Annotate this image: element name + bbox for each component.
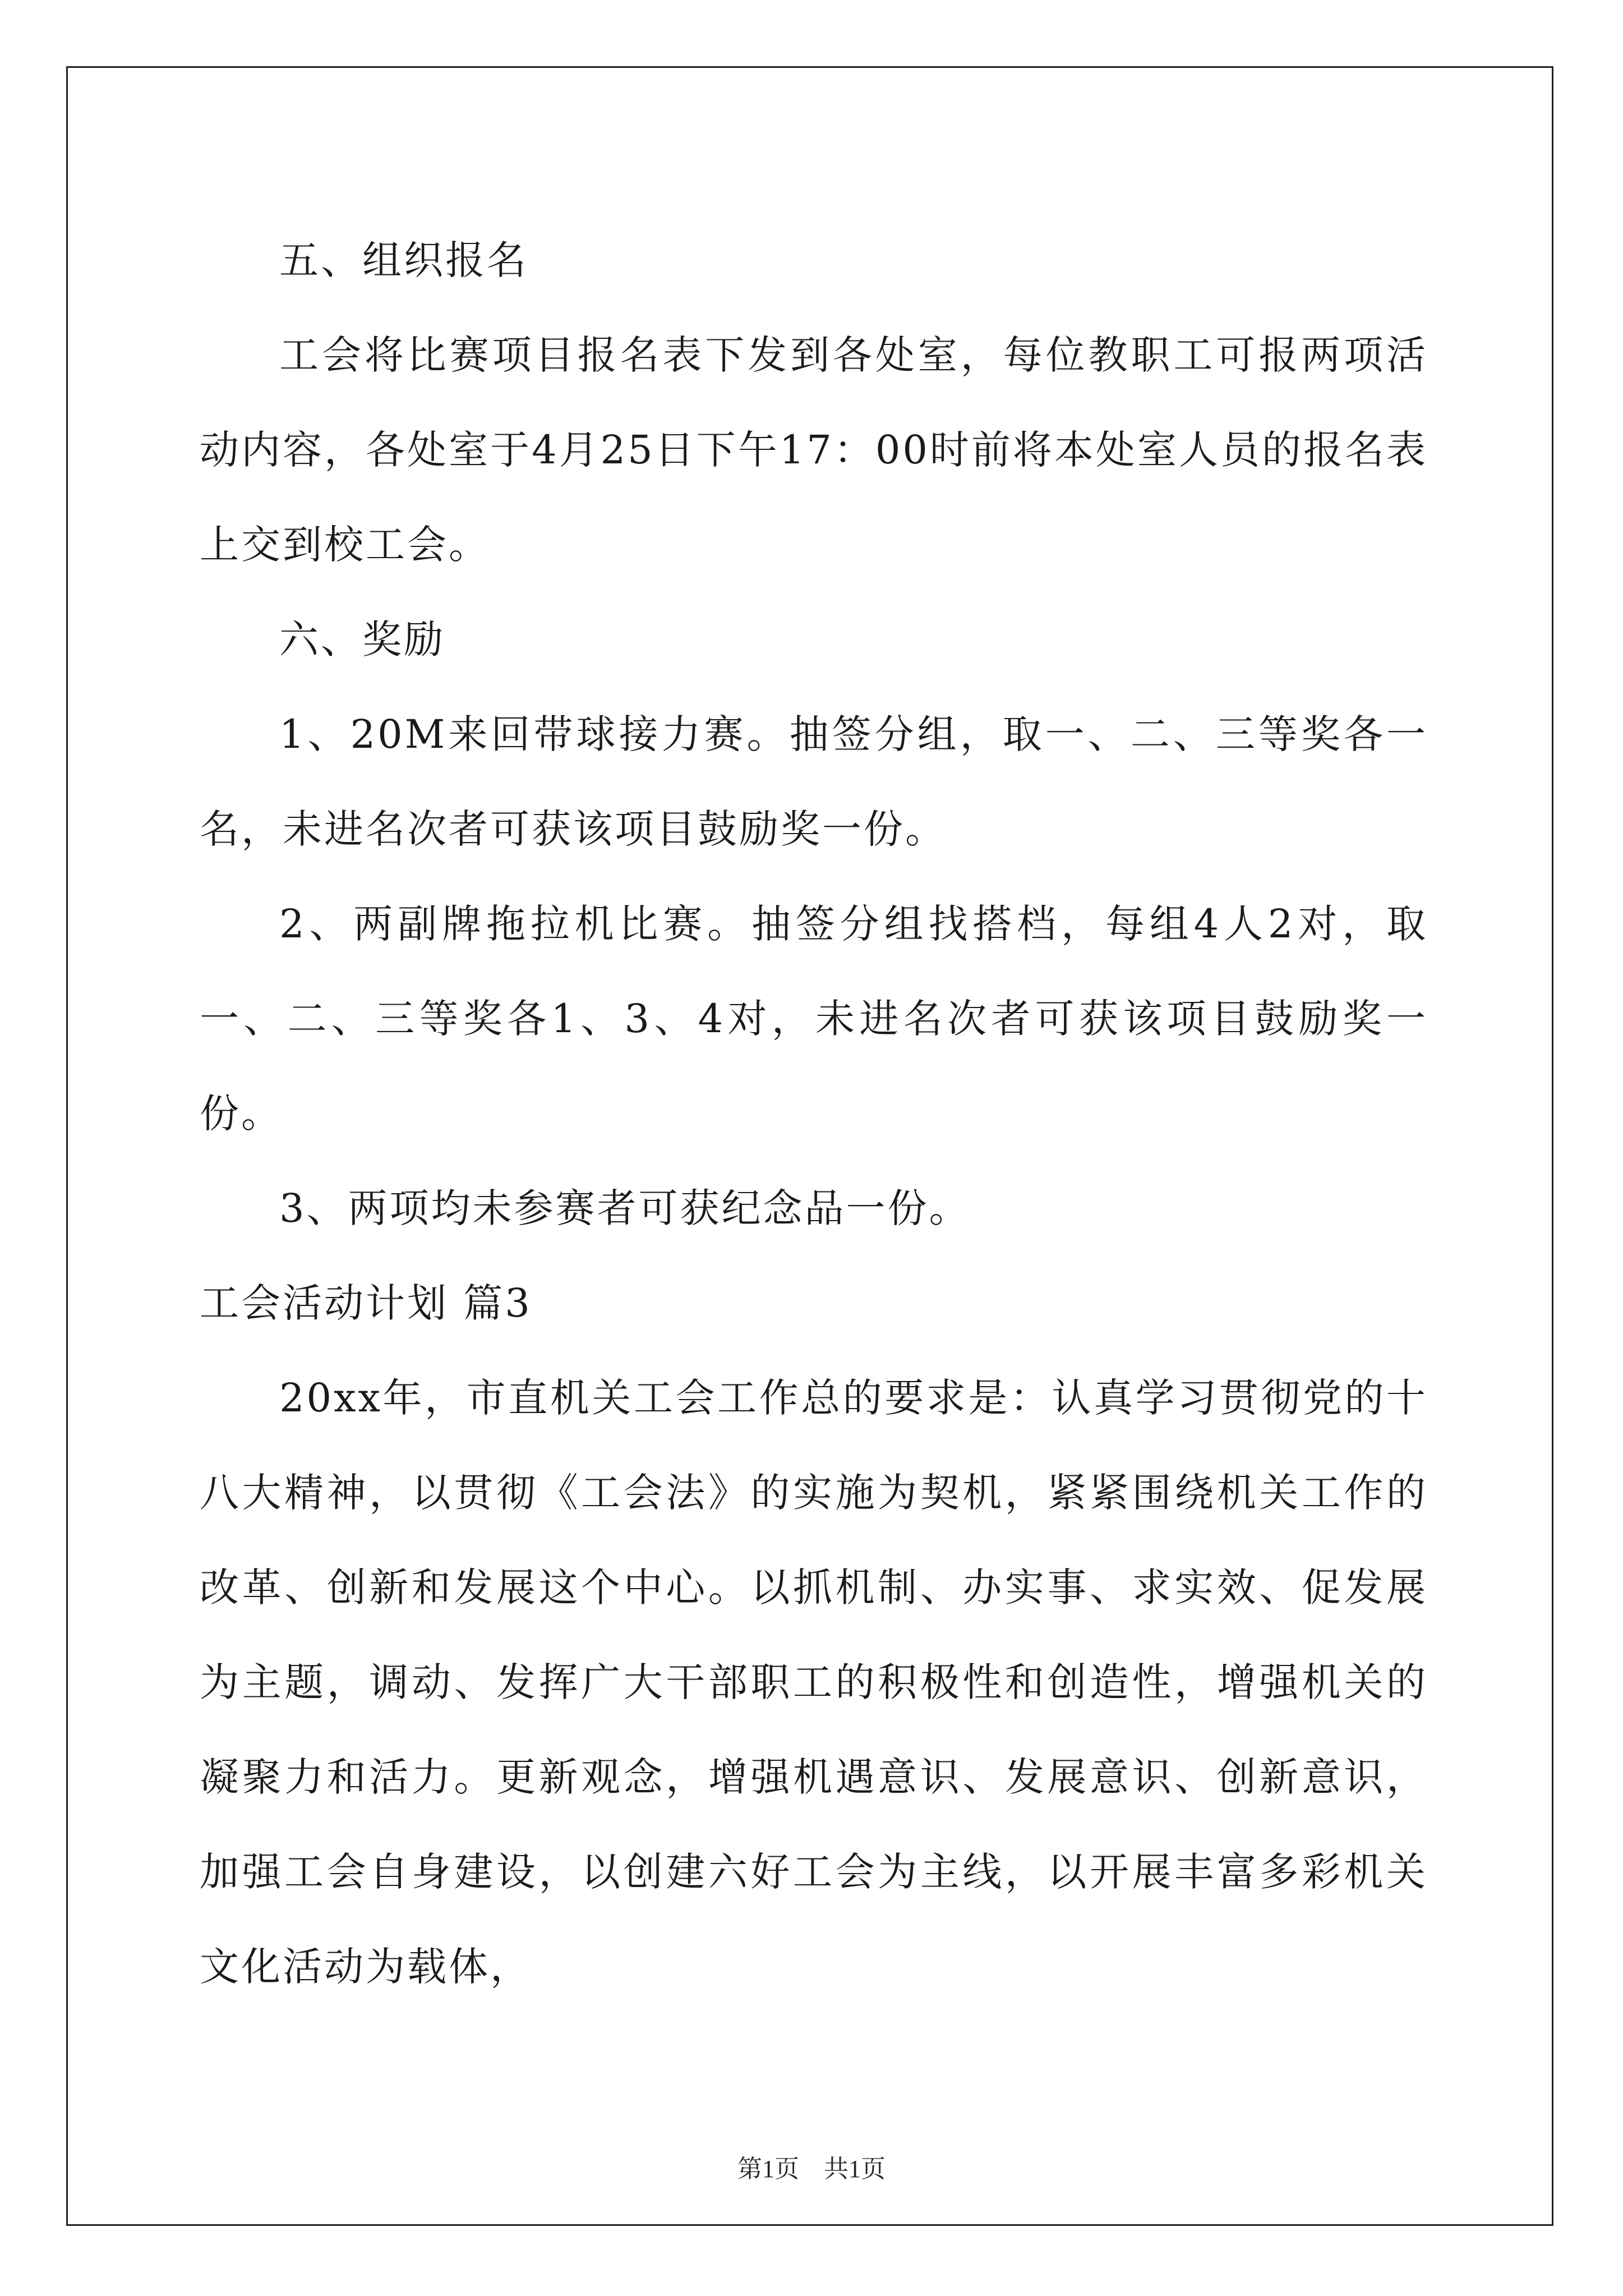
section-heading-rewards: 六、奖励 [279,616,445,662]
page-number-footer: 第1页 共1页 [737,2155,886,2183]
plan-title: 工会活动计划 篇3 [200,1280,532,1326]
plan-intro-paragraph: 20xx年，市直机关工会工作总的要求是：认真学习贯彻党的十八大精神，以贯彻《工会法》的实施为契机，紧紧围绕机关工作的改革、创新和发展这个中心。以抓机制、办实事、求实效、促发展为主题，调动、发挥广大干部职工的积极性和创造性，增强机关的凝聚力和活力。更新观念，增强机遇意识、发展意识、创新意识，加强工会自身建设，以创建六好工会为主线，以开展丰富多彩机关文化活动为载体， [200,1375,1428,1990]
reward-item-relay: 1、20M来回带球接力赛。抽签分组，取一、二、三等奖各一名，未进名次者可获该项目鼓励奖一份。 [200,711,1428,852]
registration-paragraph: 工会将比赛项目报名表下发到各处室，每位教职工可报两项活动内容，各处室于4月25日下午17：00时前将本处室人员的报名表上交到校工会。 [200,332,1428,568]
document-body [200,213,1428,2014]
reward-item-cards: 2、两副牌拖拉机比赛。抽签分组找搭档，每组4人2对，取一、二、三等奖各1、3、4对，未进名次者可获该项目鼓励奖一份。 [200,901,1428,1137]
section-heading-registration: 五、组织报名 [279,237,528,283]
reward-item-souvenir: 3、两项均未参赛者可获纪念品一份。 [279,1185,971,1231]
